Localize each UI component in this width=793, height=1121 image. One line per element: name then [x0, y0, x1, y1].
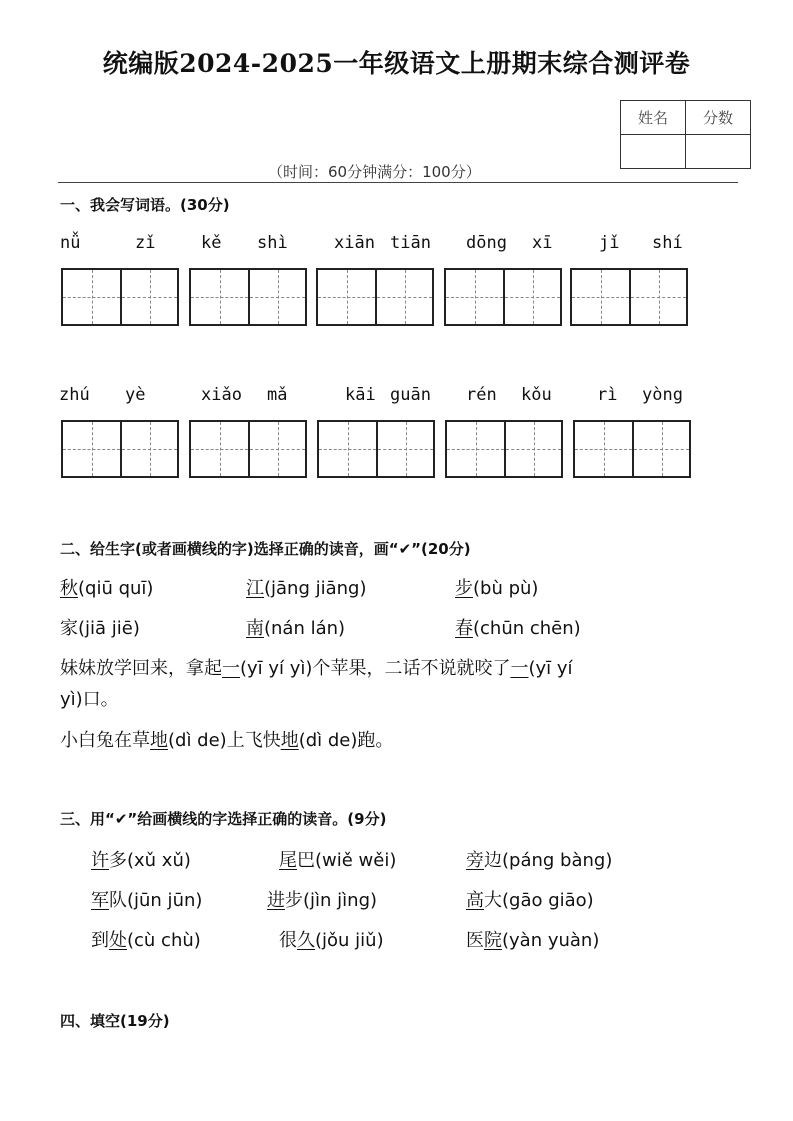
name-label: 姓名 — [621, 101, 686, 135]
writing-box[interactable] — [570, 268, 688, 326]
sentence-text[interactable]: (yī yí — [528, 658, 573, 679]
section1-heading: 一、我会写词语。(30分) — [60, 196, 230, 214]
target-char: 旁 — [466, 850, 484, 871]
page-title: 统编版2024-2025一年级语文上册期末综合测评卷 — [102, 49, 691, 78]
target-char: 春 — [455, 618, 473, 639]
reading-item — [91, 926, 201, 952]
pinyin: zhú — [59, 385, 90, 405]
writing-box[interactable] — [189, 268, 307, 326]
score-field[interactable] — [686, 135, 751, 169]
target-char: 一 — [222, 658, 240, 679]
word-part: 多 — [109, 850, 127, 871]
target-char: 高 — [466, 890, 484, 911]
options[interactable]: (gāo giāo) — [502, 890, 594, 911]
options[interactable]: (bù pù) — [473, 578, 539, 599]
subtitle: （时间：60分钟满分：100分） — [268, 163, 481, 181]
options[interactable]: (jìn jìng) — [303, 890, 378, 911]
pinyin: kāi — [345, 385, 376, 405]
options[interactable]: (páng bàng) — [502, 850, 613, 871]
sentence-text: 小白兔在草 — [60, 730, 150, 751]
word-part: 步 — [285, 890, 303, 911]
options[interactable]: (jāng jiāng) — [264, 578, 367, 599]
word-part: 大 — [484, 890, 502, 911]
pinyin: xiān — [334, 233, 375, 253]
target-char: 地 — [150, 730, 168, 751]
options[interactable]: (yàn yuàn) — [502, 930, 600, 951]
sentence-text[interactable]: (dì de)跑。 — [298, 730, 394, 751]
reading-item — [91, 846, 191, 872]
pinyin: zǐ — [135, 233, 156, 253]
pinyin: kǒu — [521, 385, 552, 405]
target-char: 一 — [510, 658, 529, 679]
target-char: 许 — [91, 850, 109, 871]
section3-heading: 三、用“✔”给画横线的字选择正确的读音。(9分) — [60, 810, 387, 828]
sentence-item — [60, 654, 573, 680]
target-char: 地 — [280, 730, 299, 751]
writing-box[interactable] — [61, 420, 179, 478]
pinyin: tiān — [390, 233, 431, 253]
options[interactable]: (xǔ xǔ) — [127, 850, 191, 871]
target-char: 军 — [91, 890, 109, 911]
pinyin: dōng — [466, 233, 507, 253]
reading-item — [246, 614, 345, 640]
reading-item — [91, 886, 202, 912]
reading-item — [466, 926, 599, 952]
pinyin: rì — [597, 385, 618, 405]
options[interactable]: (cù chù) — [127, 930, 201, 951]
word-part: 很 — [279, 930, 297, 951]
target-char: 步 — [455, 578, 473, 599]
writing-box[interactable] — [61, 268, 179, 326]
target-char: 处 — [109, 930, 127, 951]
target-char: 家 — [60, 618, 78, 639]
options[interactable]: (qiū quī) — [78, 578, 154, 599]
pinyin: jǐ — [599, 233, 620, 253]
reading-item — [267, 886, 377, 912]
word-part: 巴 — [297, 850, 315, 871]
options[interactable]: (nán lán) — [264, 618, 346, 639]
options[interactable]: (jǒu jiǔ) — [315, 930, 384, 951]
score-label: 分数 — [686, 101, 751, 135]
name-field[interactable] — [621, 135, 686, 169]
sentence-text: 妹妹放学回来，拿起 — [60, 658, 222, 679]
section4-heading: 四、填空(19分) — [60, 1012, 170, 1030]
word-part: 医 — [466, 930, 484, 951]
pinyin: kě — [201, 233, 222, 253]
writing-box[interactable] — [189, 420, 307, 478]
target-char: 江 — [246, 578, 264, 599]
options[interactable]: (chūn chēn) — [473, 618, 581, 639]
score-table — [620, 100, 751, 169]
sentence-text[interactable]: (yī yí yì)个苹果，二话不说就咬了 — [240, 658, 511, 679]
sentence-continuation[interactable]: yì)口。 — [60, 689, 119, 710]
writing-box[interactable] — [317, 420, 435, 478]
writing-box[interactable] — [316, 268, 434, 326]
pinyin: shí — [652, 233, 683, 253]
sentence-item — [60, 726, 393, 752]
target-char: 尾 — [279, 850, 297, 871]
reading-item — [279, 926, 384, 952]
reading-item — [455, 614, 581, 640]
target-char: 进 — [267, 890, 285, 911]
target-char: 南 — [246, 618, 264, 639]
reading-item — [455, 574, 538, 600]
pinyin: xī — [532, 233, 553, 253]
pinyin: nǚ — [60, 233, 81, 253]
pinyin: guān — [390, 385, 431, 405]
target-char: 秋 — [60, 578, 78, 599]
reading-item — [466, 846, 612, 872]
section2-heading: 二、给生字(或者画横线的字)选择正确的读音，画“✔”(20分) — [60, 540, 471, 558]
options[interactable]: (jiā jiē) — [78, 618, 140, 639]
writing-box[interactable] — [444, 268, 562, 326]
reading-item — [60, 574, 153, 600]
options[interactable]: (jūn jūn) — [127, 890, 203, 911]
word-part: 队 — [109, 890, 127, 911]
pinyin: shì — [257, 233, 288, 253]
pinyin: rén — [466, 385, 497, 405]
target-char: 院 — [484, 930, 502, 951]
writing-box[interactable] — [573, 420, 691, 478]
target-char: 久 — [297, 930, 315, 951]
word-part: 到 — [91, 930, 109, 951]
divider — [58, 182, 738, 183]
reading-item — [466, 886, 594, 912]
pinyin: mǎ — [267, 385, 288, 405]
options[interactable]: (wiě wěi) — [315, 850, 397, 871]
writing-box[interactable] — [445, 420, 563, 478]
sentence-text[interactable]: (dì de)上飞快 — [168, 730, 281, 751]
reading-item — [279, 846, 396, 872]
pinyin: yòng — [642, 385, 683, 405]
pinyin: yè — [125, 385, 146, 405]
word-part: 边 — [484, 850, 502, 871]
reading-item — [60, 614, 140, 640]
reading-item — [246, 574, 367, 600]
pinyin: xiǎo — [201, 385, 242, 405]
